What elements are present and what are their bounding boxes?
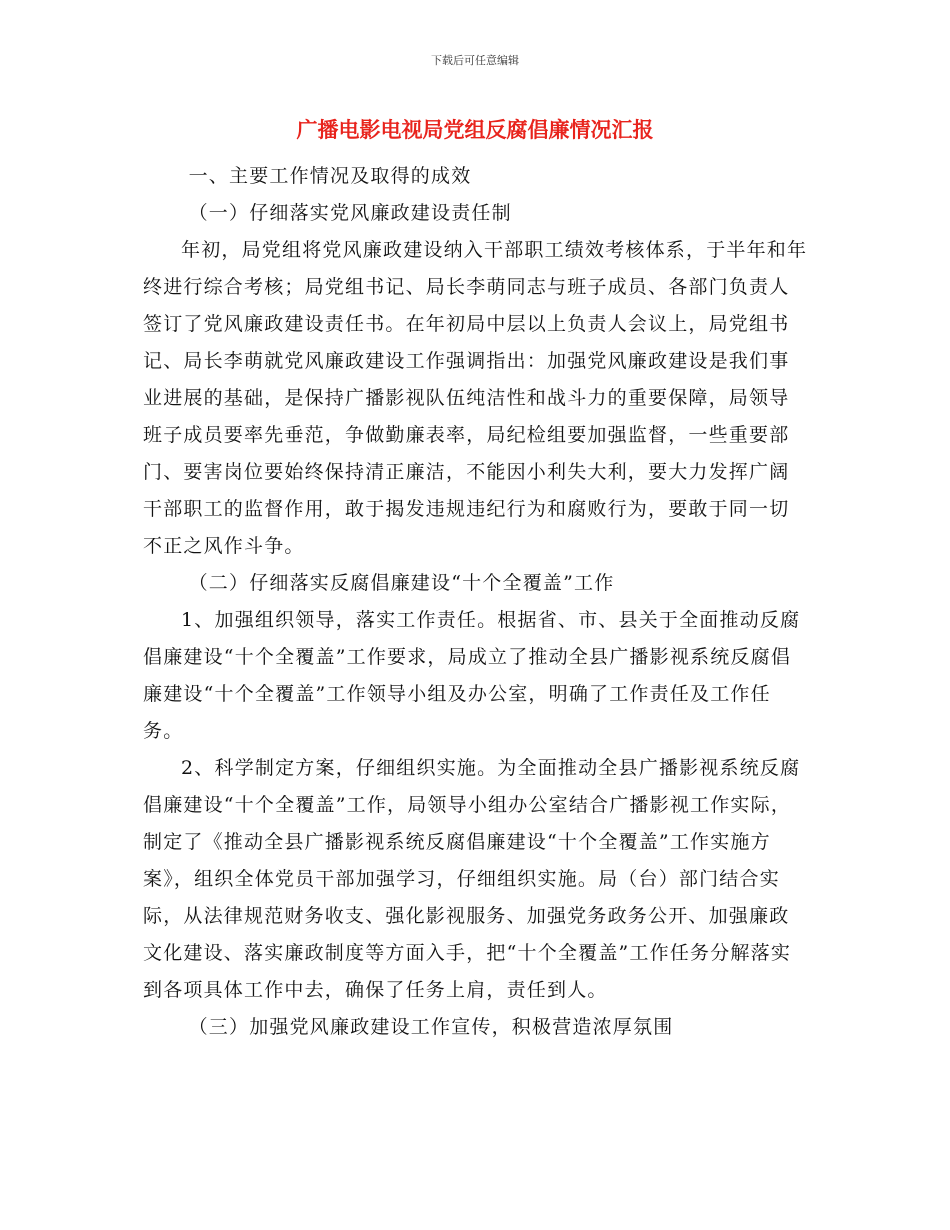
- page-header-note: 下载后可任意编辑: [431, 54, 519, 67]
- section-heading-1: 一、主要工作情况及取得的成效: [188, 165, 472, 187]
- body-paragraph-2: 1、加强组织领导，落实工作责任。根据省、市、县关于全面推动反腐倡廉建设“十个全覆盖”工作要求，局成立了推动全县广播影视系统反腐倡廉建设“十个全覆盖”工作领导小组及办公室，明确了工作责任及工作任务。: [143, 609, 801, 742]
- body-paragraph-3: 2、科学制定方案，仔细组织实施。为全面推动全县广播影视系统反腐倡廉建设“十个全覆盖”工作，局领导小组办公室结合广播影视工作实际，制定了《推动全县广播影视系统反腐倡廉建设“十个全覆盖”工作实施方案》，组织全体党员干部加强学习，仔细组织实施。局（台）部门结合实际，从法律规范财务收支、强化影视服务、加强党务政务公开、加强廉政文化建设、落实廉政制度等方面入手，把“十个全覆盖”工作任务分解落实到各项具体工作中去，确保了任务上肩，责任到人。: [143, 757, 801, 1001]
- body-paragraph-1: 年初，局党组将党风廉政建设纳入干部职工绩效考核体系，于半年和年终进行综合考核；局党组书记、局长李萌同志与班子成员、各部门负责人签订了党风廉政建设责任书。在年初局中层以上负责人会议上，局党组书记、局长李萌就党风廉政建设工作强调指出：加强党风廉政建设是我们事业进展的基础，是保持广播影视队伍纯洁性和战斗力的重要保障，局领导班子成员要率先垂范，争做勤廉表率，局纪检组要加强监督，一些重要部门、要害岗位要始终保持清正廉洁，不能因小利失大利，要大力发挥广阔干部职工的监督作用，敢于揭发违规违纪行为和腐败行为，要敢于同一切不正之风作斗争。: [143, 239, 808, 557]
- document-body: [143, 158, 808, 1046]
- subsection-heading-1: （一）仔细落实党风廉政建设责任制: [188, 202, 512, 224]
- subsection-heading-2: （二）仔细落实反腐倡廉建设“十个全覆盖”工作: [188, 572, 615, 594]
- subsection-heading-3: （三）加强党风廉政建设工作宣传，积极营造浓厚氛围: [188, 1016, 674, 1038]
- document-title: 广播电影电视局党组反腐倡廉情况汇报: [296, 118, 654, 142]
